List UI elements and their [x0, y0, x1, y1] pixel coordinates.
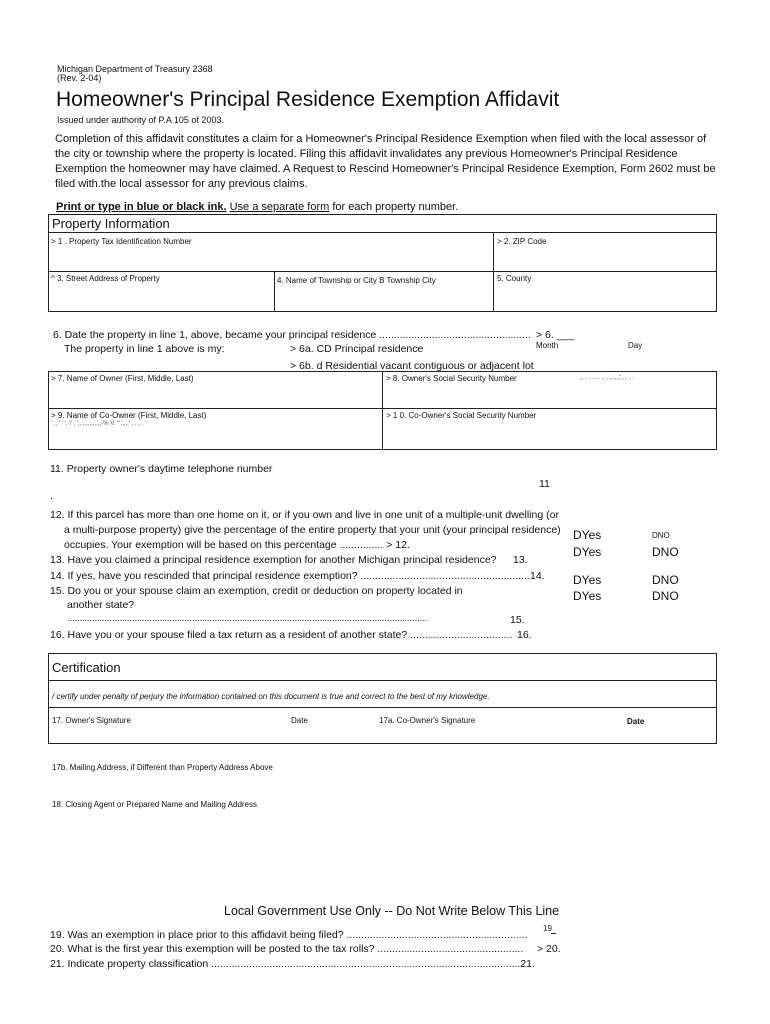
ink-instructions: [56, 201, 458, 213]
line-6-number[interactable]: > 6. ___: [536, 329, 575, 341]
divider: [274, 271, 275, 312]
question-13: 13. Have you claimed a principal residence exemption for another Michigan principal residence?: [50, 554, 497, 566]
divider: [493, 232, 494, 312]
divider: [48, 232, 717, 233]
closing-agent-field[interactable]: [52, 800, 712, 830]
question-20-number: > 20.: [537, 943, 561, 955]
mailing-address-label: 17b. Mailing Address, if Different than Property Address Above: [52, 763, 273, 772]
owner-signature-field[interactable]: [52, 716, 278, 741]
question-12-line-1: 12. If this parcel has more than one home on it, or if you own and live in one unit of a multiple-unit dwelling (or: [50, 509, 559, 521]
county-field[interactable]: [497, 274, 715, 310]
question-13-number: 13.: [513, 554, 528, 566]
q14-no-checkbox[interactable]: DNO: [652, 573, 679, 587]
department-name: Michigan Department of Treasury 2368: [57, 64, 213, 74]
county-label: 5. County: [497, 274, 532, 283]
ink-instruction-bold: Print or type in blue or black ink.: [56, 201, 227, 213]
q13-yes-checkbox[interactable]: DYes: [573, 545, 602, 559]
owner-date-label: Date: [291, 716, 308, 725]
question-14: 14. If yes, have you rescinded that principal residence exemption? ..........................................................: [50, 570, 530, 582]
certification-heading: Certification: [52, 660, 121, 675]
co-owner-date-field[interactable]: [627, 717, 713, 741]
township-city-label: 4. Name of Township or City B Township City: [277, 276, 436, 285]
property-is-my-label: The property in line 1 above is my:: [64, 343, 225, 355]
question-12-line-3: occupies. Your exemption will be based on this percentage ............... > 12.: [64, 539, 410, 551]
divider: [48, 707, 717, 708]
question-15-line-1: 15. Do you or your spouse claim an exemption, credit or deduction on property located in: [50, 585, 463, 597]
authority-text: Issued under authority of P.A 105 of 2003.: [57, 115, 224, 125]
zip-code-label: > 2. ZIP Code: [497, 237, 547, 246]
owner-name-field[interactable]: [51, 374, 380, 406]
property-tax-id-field[interactable]: [51, 237, 491, 270]
zip-code-field[interactable]: [497, 237, 715, 270]
mailing-address-field[interactable]: [52, 763, 712, 793]
principal-residence-checkbox[interactable]: > 6a. CD Principal residence: [290, 343, 424, 355]
question-11: 11. Property owner's daytime telephone number: [50, 463, 273, 475]
form-title: Homeowner's Principal Residence Exemption Affidavit: [56, 88, 560, 111]
divider: [48, 271, 717, 272]
perjury-statement: / certify under penalty of perjury the information contained on this document is true and correct to the best of my knowledge.: [52, 692, 490, 701]
co-owner-name-label: > 9. Name of Co-Owner (First, Middle, Last): [51, 411, 207, 420]
divider: [382, 371, 383, 450]
township-city-field[interactable]: [277, 276, 491, 310]
question-21: 21. Indicate property classification ..........................................................................................................21.: [50, 958, 535, 970]
co-owner-signature-label: 17a. Co-Owner's Signature: [379, 716, 476, 725]
separate-form-note: Use a separate form: [229, 201, 330, 213]
property-tax-id-label: > 1 . Property Tax Identification Number: [51, 237, 192, 246]
co-owner-date-label: Date: [627, 717, 645, 726]
question-19-number: 19: [543, 924, 552, 933]
question-15-dots: ................................................................................................................................................: [67, 613, 428, 623]
owner-signature-label: 17. Owner's Signature: [52, 716, 131, 725]
line-6-text: 6. Date the property in line 1, above, became your principal residence ....................................................: [53, 329, 531, 341]
street-address-field[interactable]: [51, 274, 272, 310]
property-information-heading: Property Information: [52, 216, 170, 231]
q12-yes-checkbox[interactable]: DYes: [573, 528, 602, 542]
street-address-label: ^ 3. Street Address of Property: [51, 274, 160, 283]
divider: [48, 680, 717, 681]
vacant-lot-checkbox[interactable]: > 6b. d Residential vacant contiguous or adjacent lot: [290, 360, 534, 372]
stray-dot: .: [50, 490, 53, 502]
q14-yes-checkbox[interactable]: DYes: [573, 573, 602, 587]
co-owner-ssn-field[interactable]: [386, 411, 715, 448]
question-12-line-2: a multi-purpose property) give the percentage of the entire property that your unit (your principal residence): [64, 524, 561, 536]
scan-marks: ' ,, ' ' ', '/ , ',, ,,,,,,,,,,,-% V. ''',,,,,' , . , , ': [51, 421, 147, 427]
owner-name-label: > 7. Name of Owner (First, Middle, Last): [51, 374, 194, 383]
day-label: Day: [628, 341, 643, 350]
question-16-number: 16.: [517, 629, 532, 641]
question-11-number[interactable]: 11: [539, 478, 550, 490]
closing-agent-label: 18. Closing Agent or Prepared Name and Mailing Address: [52, 800, 258, 809]
divider: [551, 933, 556, 934]
owner-date-field[interactable]: [291, 716, 371, 741]
local-government-heading: Local Government Use Only -- Do Not Write Below This Line: [224, 904, 560, 918]
question-19: 19. Was an exemption in place prior to this affidavit being filed? ..............................................................: [50, 929, 528, 941]
q12-no-checkbox[interactable]: DNO: [652, 531, 670, 540]
month-label: Month: [536, 341, 559, 350]
q13-no-checkbox[interactable]: DNO: [652, 545, 679, 559]
question-20: 20. What is the first year this exemption will be posted to the tax rolls? ..................................................: [50, 943, 524, 955]
co-owner-ssn-label: > 1 0. Co-Owner's Social Security Number: [386, 411, 537, 420]
q15-yes-checkbox[interactable]: DYes: [573, 589, 602, 603]
instruction-rest: for each property number.: [329, 201, 459, 213]
co-owner-name-field[interactable]: [51, 411, 380, 448]
q15-no-checkbox[interactable]: DNO: [652, 589, 679, 603]
question-16: 16. Have you or your spouse filed a tax return as a resident of another state? ...................................: [50, 629, 513, 641]
owner-ssn-field[interactable]: [386, 374, 715, 406]
scan-marks: ,, , ... ... ,, ,,,;,,,;',,,. , .: [580, 375, 635, 381]
co-owner-signature-field[interactable]: [379, 716, 614, 741]
intro-paragraph: Completion of this affidavit constitutes a claim for a Homeowner's Principal Residence Exemption when filed with the local assessor of the city or township where the property is located. Filing this affidavit invalidates any previous Homeowner's Principal Residence Exemption the homeowner may have claimed. A Request to Rescind Homeowner's Principal Residence Exemption, Form 2602 must be filed with.the local assessor for any previous claims.: [55, 133, 716, 190]
question-14-number: 14.: [530, 570, 545, 582]
question-15-number: 15.: [510, 614, 525, 626]
owner-ssn-label: > 8. Owner's Social Security Number: [386, 374, 517, 383]
revision: (Rev. 2-04): [57, 73, 102, 83]
question-15-line-2: another state?: [67, 599, 135, 611]
